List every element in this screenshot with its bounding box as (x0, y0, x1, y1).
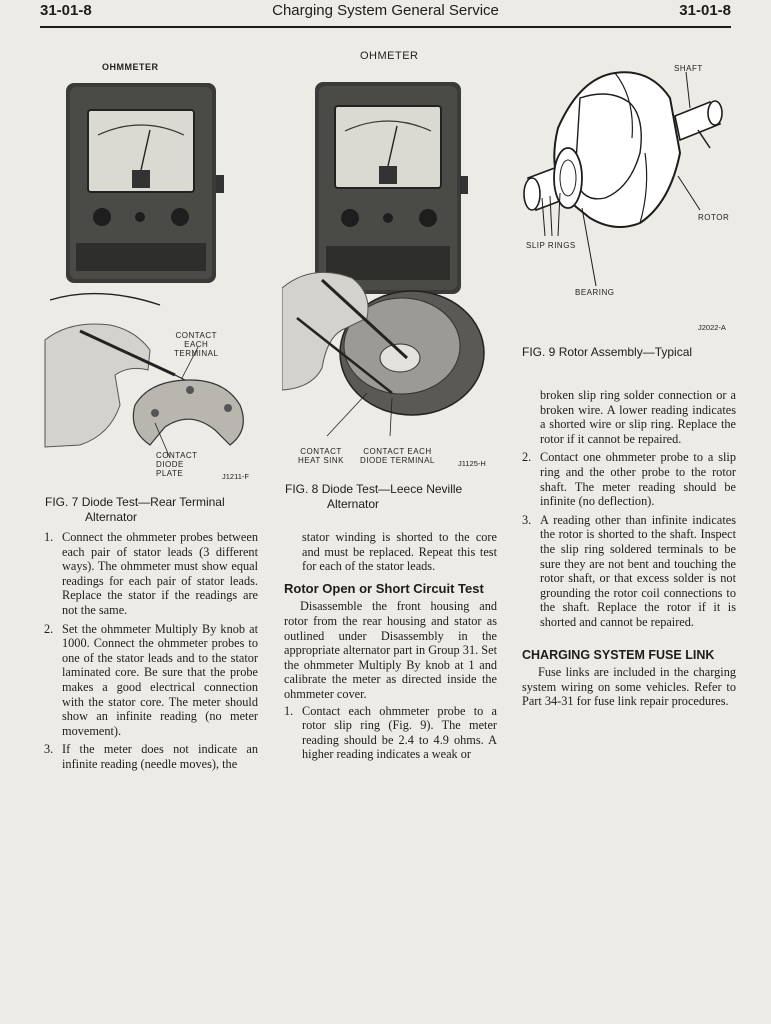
fig9-label-slip-rings: SLIP RINGS (526, 241, 576, 250)
page-number-right: 31-01-8 (679, 2, 731, 19)
fig7-label-contact-plate: CONTACT DIODE PLATE (156, 451, 198, 478)
column-1-list (44, 530, 258, 772)
column-2-continuation: stator winding is shorted to the core and must be replaced. Repeat this test for each of the stator leads. (302, 530, 497, 574)
fig8-caption: FIG. 8 Diode Test—Leece Neville Alternator (285, 482, 463, 511)
list-item: 1. Connect the ohmmeter probes between each pair of stator leads (3 different ways). The ohmmeter must show equal readings for each pair of stator leads. Replace the stator if the readings are not the same. (44, 530, 258, 617)
column-2-list (284, 704, 497, 762)
fig7-meter-label: OHMMETER (102, 62, 159, 72)
list-item: 1. Contact each ohmmeter probe to a rotor slip ring (Fig. 9). The meter reading should be 2.4 to 4.9 ohms. A higher reading indicates a weak or (284, 703, 497, 762)
column-3-paragraph: Fuse links are included in the charging system wiring on some vehicles. Refer to Part 34-31 for fuse link repair procedures. (522, 665, 736, 709)
fig7-illustration (40, 75, 265, 475)
column-2 (284, 530, 497, 766)
list-item: 2. Set the ohmmeter Multiply By knob at 1000. Connect the ohmmeter probes to one of the stator leads and to the stator laminated core. Be sure that the probe makes a good electrical connection with the stator core. The meter should show an infinite reading (no meter movement). (44, 621, 258, 738)
page-title: Charging System General Service (272, 2, 499, 19)
column-1 (44, 530, 258, 776)
column-2-paragraph: Disassemble the front housing and rotor from the rear housing and stator as outlined under Disassembly in the appropriate alternator part in Group 31. Set the ohmmeter Multiply By knob at 1 and calibrate the meter as directed inside the ohmmeter cover. (284, 599, 497, 701)
section-heading-fuse-link: CHARGING SYSTEM FUSE LINK (522, 647, 715, 662)
column-3-list (522, 450, 736, 629)
fig8-illustration (282, 68, 502, 458)
fig7-label-contact-terminal: CONTACT EACH TERMINAL (174, 331, 219, 358)
page-header (40, 0, 731, 28)
fig9-label-bearing: BEARING (575, 288, 615, 297)
fig9-caption: FIG. 9 Rotor Assembly—Typical (522, 345, 693, 359)
list-item: 3. If the meter does not indicate an infinite reading (needle moves), the (44, 742, 258, 771)
fig8-code: J1125-H (458, 459, 486, 468)
fig9-code: J2022-A (698, 323, 726, 332)
figure-9 (520, 58, 735, 348)
page-number-left: 31-01-8 (40, 2, 92, 19)
fig8-label-contact-diode-terminal: CONTACT EACH DIODE TERMINAL (360, 447, 435, 465)
list-item: 2. Contact one ohmmeter probe to a slip ring and the other probe to the rotor shaft. The meter reading should be infinite (no deflection). (522, 450, 736, 509)
fig9-label-rotor: ROTOR (698, 213, 730, 222)
fig9-label-shaft: SHAFT (674, 64, 703, 73)
column-3-continuation: broken slip ring solder connection or a broken wire. A lower reading indicates a shorted wire or slip ring. Replace the rotor if it cannot be repaired. (540, 388, 736, 446)
list-item: 3. A reading other than infinite indicates the rotor is shorted to the shaft. Inspect the slip ring soldered terminals to be sure they are not bent and touching the rotor shaft, or that excess solder is not grounding the rotor coil connections to the shaft. Replace the rotor if it is shorted and cannot be repaired. (522, 512, 736, 629)
fig7-caption: FIG. 7 Diode Test—Rear Terminal Alternator (45, 495, 225, 524)
fig8-meter-label: OHMETER (360, 50, 419, 62)
fig7-code: J1211-F (222, 472, 249, 481)
column-3 (522, 388, 736, 709)
figure-8 (282, 50, 502, 470)
figure-7 (40, 55, 265, 485)
fig9-illustration (520, 58, 735, 298)
fig8-label-contact-heat-sink: CONTACT HEAT SINK (298, 447, 344, 465)
section-heading-rotor-test: Rotor Open or Short Circuit Test (284, 580, 484, 596)
